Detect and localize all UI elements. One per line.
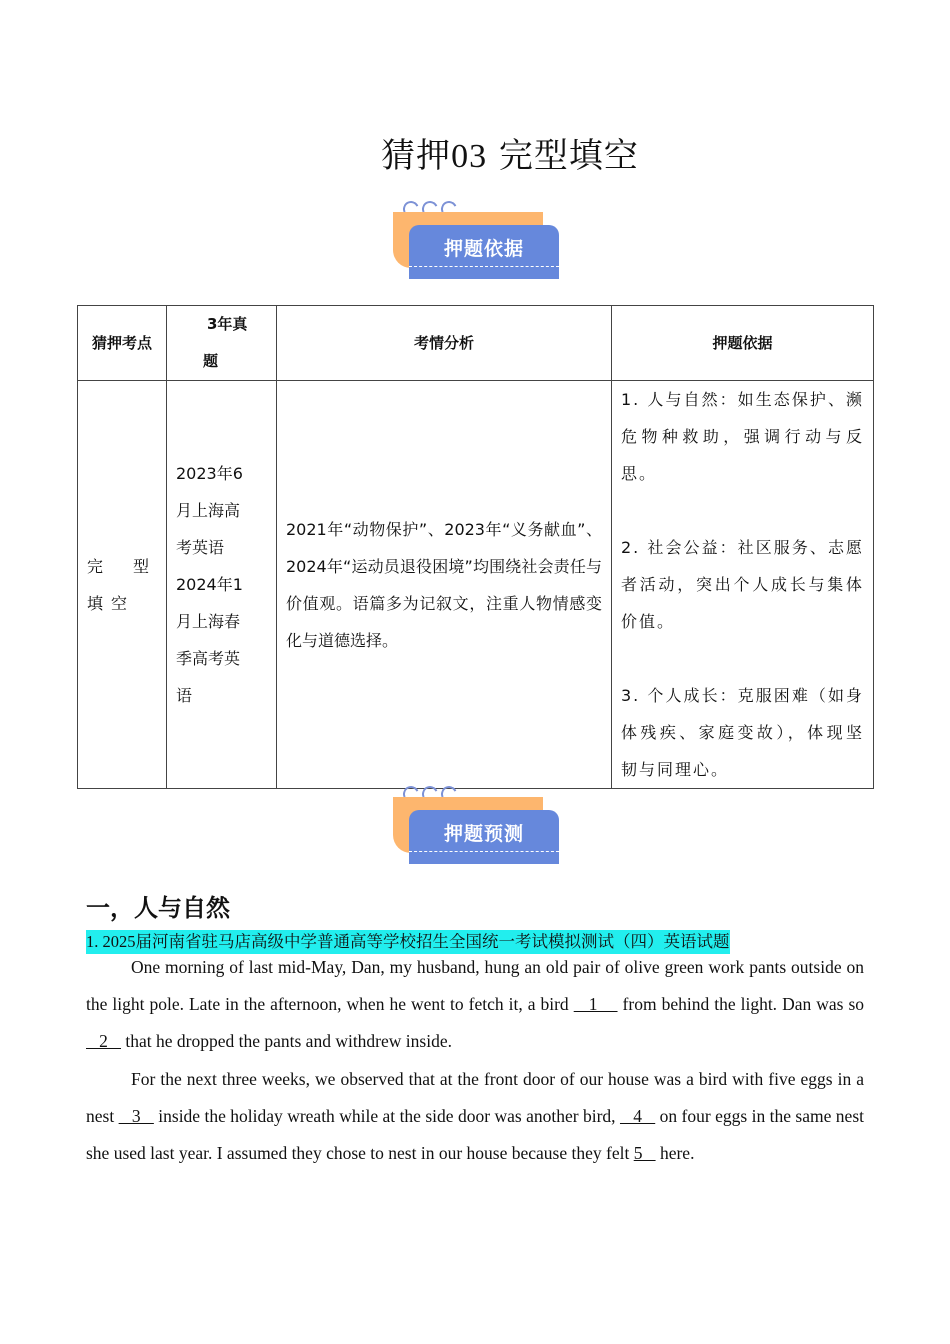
passage-paragraph [86,1061,864,1173]
blank-2[interactable]: 2 [86,1031,121,1052]
header-years [167,306,277,381]
badge-label: 押题预测 [443,823,524,845]
blank-1[interactable]: 1 [573,994,618,1015]
cell-analysis: 2021年“动物保护”、2023年“义务献血”、2024年“运动员退役困境”均围绕社会责任与价值观。语篇多为记叙文，注重人物情感变化与道德选择。 [277,381,612,789]
cell-point: 完型填空 [78,381,167,789]
years-line: 季高考英 [176,649,241,668]
analysis-table [77,305,874,789]
basis-item: 2. 社会公益：社区服务、志愿者活动，突出个人成长与集体价值。 [621,538,864,631]
header-basis: 押题依据 [612,306,874,381]
cloze-passage [86,949,864,1172]
text: that he dropped the pants and withdrew inside. [121,1031,452,1052]
header-years-line1: 3年真 [207,315,248,333]
forecast-badge [390,783,560,867]
cell-years [167,381,277,789]
badge-dashed-line [409,851,559,852]
text: here. [655,1143,695,1164]
text: from behind the light. Dan was so [617,994,865,1015]
text: One morning of last mid-May, Dan, my husband, hung an old pair of olive green work pants outside on the light pole. Late in the afternoon, when he went to fetch it, a bird [86,957,864,1015]
blank-3[interactable]: 3 [118,1105,154,1126]
title-suffix: 完型填空 [498,136,639,176]
passage-paragraph [86,949,864,1061]
years-line: 2024年1 [176,575,243,594]
cell-basis [612,381,874,789]
blank-5[interactable]: 5 [633,1143,656,1164]
title-prefix: 猜押 [381,136,452,176]
text: on four eggs in the same nest she used last year. I assumed they chose to nest in our house because they felt [86,1105,865,1164]
header-analysis: 考情分析 [277,306,612,381]
section-heading: 一，人与自然 [86,894,230,922]
years-line: 月上海春 [176,612,241,631]
blank-4[interactable]: 4 [619,1105,656,1126]
table-row [78,381,874,789]
page-title [0,128,950,177]
years-line: 2023年6 [176,464,243,483]
header-point: 猜押考点 [78,306,167,381]
title-number: 03 [451,138,488,175]
basis-badge [390,198,560,282]
text: For the next three weeks, we observed that at the front door of our house was a bird with five eggs in a nest [86,1068,864,1126]
table-header-row [78,306,874,381]
basis-item: 1. 人与自然：如生态保护、濒危物种救助，强调行动与反思。 [621,390,864,483]
badge-label: 押题依据 [443,238,524,260]
years-line: 月上海高 [176,501,241,520]
badge-dashed-line [409,266,559,267]
question-source: 1. 2025届河南省驻马店高级中学普通高等学校招生全国统一考试模拟测试（四）英语试题 [86,930,730,954]
years-line: 考英语 [176,538,225,557]
text: inside the holiday wreath while at the side door was another bird, [153,1105,620,1126]
header-years-line2: 题 [203,352,219,370]
basis-item: 3. 个人成长：克服困难（如身体残疾、家庭变故），体现坚韧与同理心。 [621,686,864,779]
years-line: 语 [176,686,193,705]
